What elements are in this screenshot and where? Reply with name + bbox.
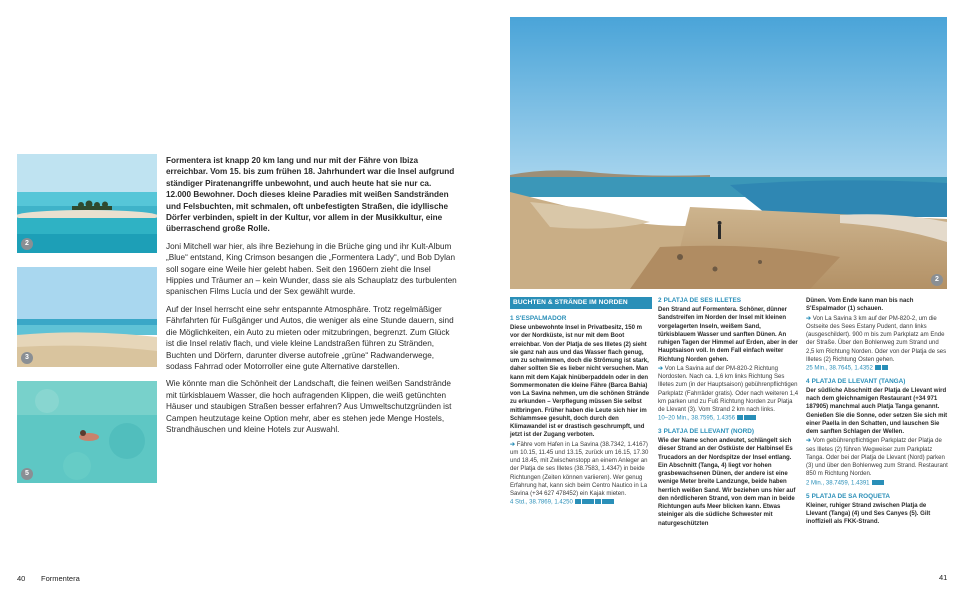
page-number: 40: [17, 574, 26, 583]
entry-description: Wie der Name schon andeutet, schlängelt sich dieser Strand an der Ostküste der Halbinsel Es Trucadors an der Nordspitze der Insel entlang. Ein Abschnitt (Tanga, 4) liegt vor hohen grasbewachsenen Dünen, der andere ist eine wenige Meter breite Landzunge, beide haben herrlich weißen Sand. Wir beziehen uns hier auf den nördlicheren Strand, von dem man in beide Richtungen aufs Meer blicken kann. Etwas steiniger als die südliche Schwester mit naturgeschützten: [658, 438, 796, 527]
photo-beach-dunes: [17, 267, 157, 367]
listing-entry: [658, 297, 800, 423]
entry-meta: 4 Std., 38.7869, 1.4250: [510, 498, 652, 507]
amenity-icons: [737, 414, 757, 422]
intro-paragraph: Joni Mitchell war hier, als ihre Beziehung in die Brüche ging und ihr Kult-Album „Blue“ entstand, King Crimson besangen die „Formentera Lady“, und Bob Dylan soll sogare eine Weile hier gelebt haben. Seit den 1960ern zieht die Insel Hippies und Träumer an – kein Wunder, dass sie als Schauplatz des turbulenten spanischen Films Lucía und der Sex gewählt wurde.: [166, 241, 457, 297]
entry-title: 5 PLATJA DE SA ROQUETA: [806, 492, 891, 500]
entry-title: 3 PLATJA DE LLEVANT (NORD): [658, 428, 754, 436]
amenity-icons: [875, 364, 888, 372]
photo-beach-hero: [510, 17, 947, 289]
arrow-icon: ➔: [806, 315, 813, 322]
entry-meta: 2 Min., 38.7459, 1.4391: [806, 479, 948, 488]
listing-entry: [806, 378, 948, 488]
entry-description: Der südliche Abschnitt der Platja de Llevant wird nach dem gleichnamigen Restaurant (+34 971 187905) manchmal auch Platja Tanga genannt. Genießen Sie die Sonne, oder setzen Sie sich mit einer Paella in den Schatten, und lauschen Sie dem sanften Schlagen der Wellen.: [806, 387, 948, 436]
amenity-icons: [575, 498, 615, 506]
listing-entry: [806, 493, 948, 527]
photo-number-badge: 2: [21, 238, 33, 250]
entry-directions: ➔ Von La Savina auf der PM-820-2 Richtung Nordosten. Nach ca. 1,6 km links Richtung Ses Illetes zum (in der Hauptsaison) gebührenpflichtigen Parkplatz (Fahrräder gratis). Oder nach weiteren 1,4 km parken und zu Fuß Richtung Norden zur Platja de Llevant (3). Vom Strand 2 km nach links.: [658, 365, 799, 413]
intro-paragraph: Wie könnte man die Schönheit der Landschaft, die feinen weißen Sandstrände mit türkisblauem Wasser, die hoch aufragenden Klippen, die weiß getünchten Häuser und staubigen Straßen besser erfahren? Aus Umweltschutzgründen ist Campen heutzutage keine Option mehr, aber es stehen jede Menge Hostels, Strandhäuschen und kleine Hotels zur Auswahl.: [166, 379, 452, 434]
arrow-icon: ➔: [658, 365, 665, 372]
entry-directions: ➔ Vom gebührenpflichtigen Parkplatz der Platja de ses Illetes (2) führen Wegweiser zum Parkplatz Tanga. Oder bei der Platja de Llevant (Nord) parken (3) und über den Bohlenweg zum Strand. Restaurant 850 m Richtung Norden.: [806, 438, 948, 478]
intro-text: [166, 155, 458, 441]
arrow-icon: ➔: [806, 438, 813, 445]
arrow-icon: ➔: [510, 441, 517, 448]
listing-entry: [658, 428, 800, 528]
entry-meta: 10–20 Min., 38.7595, 1.4356: [658, 414, 800, 423]
listing-entry: [510, 315, 652, 507]
intro-paragraph: Auf der Insel herrscht eine sehr entspannte Atmosphäre. Trotz regelmäßiger Fährfahrten für Fußgänger und Autos, die weniger als eine Stunde dauern, sind die Möglichkeiten, ein Auto zu mieten oder mitzubringen, begrenzt. Zum Glück ist die Insel relativ flach, und viele kleine Landstraßen führen zu Stränden, Buchten und Dörfern, darunter diverse autofreie „grüne“ Radwanderwege, sodass Fahrrad oder Motorroller eine gute Alternative darstellen.: [166, 304, 454, 371]
photo-number-badge: 3: [21, 352, 33, 364]
footer-left: [17, 574, 80, 583]
running-title: Formentera: [41, 574, 80, 583]
entry-title: 4 PLATJA DE LLEVANT (TANGA): [806, 377, 906, 385]
listing-column-1: [510, 297, 652, 512]
entry-directions: ➔ Von La Savina 3 km auf der PM-820-2, um die Ostseite des Sees Estany Pudent, dann links (ausgeschildert). 900 m bis zum Parkplatz am Ende der Straße. Über den Bohlenweg zum Strand und 2,5 km Richtung Norden. Oder von der Platja de ses Illetes (2) Richtung Osten gehen.: [806, 315, 947, 363]
entry-directions: ➔ Fähre vom Hafen in La Savina (38.7342, 1.4167) um 10.15, 11.45 und 13.15, zurück um 16.15, 17.30 und 18.45, mit Zwischenstopp an einem Anleger an der Platja de ses Illetes (38.7583, 1.4347) in beide Richtungen (Zeiten können variieren). Wer genug Erfahrung hat, kann sich beim Centro Nautico in La Savina (+34 627 478452) ein Kajak mieten.: [510, 441, 649, 497]
amenity-icons: [871, 479, 884, 487]
intro-lead-paragraph: Formentera ist knapp 20 km lang und nur mit der Fähre von Ibiza erreichbar. Vom 15. bis zum frühen 18. Jahrhundert war die Insel aufgrund ständiger Piratenangriffe unbewohnt, und auch heute hat sie nur ca. 12.000 Bewohner. Doch dieses kleine Paradies mit weißen Sandstränden und Felsbuchten, mit schmalen, oft unbefestigten Straßen, die idyllische Dörfer verbinden, spielt in der Kultur, vor allem in der Musikkultur, eine überraschend große Rolle.: [166, 156, 455, 234]
entry-description: Den Strand auf Formentera. Schöner, dünner Sandstreifen im Norden der Insel mit kleinen vorgelagerten Inseln, weißem Sand, türkisblauem Wasser und sanften Dünen. An ruhigen Tagen der Himmel auf Erden, aber in der Hauptsaison voll. In dem Fall einfach weiter Richtung Norden gehen.: [658, 307, 798, 363]
entry-description: Kleiner, ruhiger Strand zwischen Platja de Llevant (Tanga) (4) und Ses Canyes (5). Gilt inoffiziell als FKK-Strand.: [806, 502, 931, 526]
entry-meta: 25 Min., 38.7645, 1.4352: [806, 364, 948, 373]
listing-column-3: [806, 297, 948, 527]
page-number: 41: [939, 573, 948, 582]
entry-description: Diese unbewohnte Insel in Privatbesitz, 150 m vor der Nordküste, ist nur mit dem Boot erreichbar. Von der Platja de ses Illetes (2) sieht sie ganz nah aus und das Wasser flach genug, um zu schwimmen, doch die Strömung ist stark, daher sollten Sie es lieber nicht versuchen. Man kann mit dem Kajak hinüberpaddeln oder in den Sommermonaten die kleine Fähre (Barca Bahía) von La Savina nehmen, um die schönen Strände zu erkunden – Verpflegung müssen Sie selbst mitbringen. Früher haben die Leute sich hier im Schlammsee gesuhlt, doch durch den Klimawandel ist er drastisch geschrumpft, und jetzt ist der Zugang verboten.: [510, 325, 650, 439]
photo-palms-lagoon: [17, 154, 157, 253]
entry-title: 2 PLATJA DE SES ILLETES: [658, 297, 741, 304]
entry-title: 1 S'ESPALMADOR: [510, 315, 567, 322]
photo-swimmer: [17, 381, 157, 483]
section-heading: BUCHTEN & STRÄNDE IM NORDEN: [510, 297, 652, 309]
entry-description: Dünen. Vom Ende kann man bis nach S'Espalmador (1) schauen.: [806, 298, 914, 313]
listing-entry-continued: [806, 297, 948, 373]
listing-column-2: [658, 297, 800, 529]
photo-number-badge: 5: [21, 468, 33, 480]
photo-number-badge: 2: [931, 274, 943, 286]
